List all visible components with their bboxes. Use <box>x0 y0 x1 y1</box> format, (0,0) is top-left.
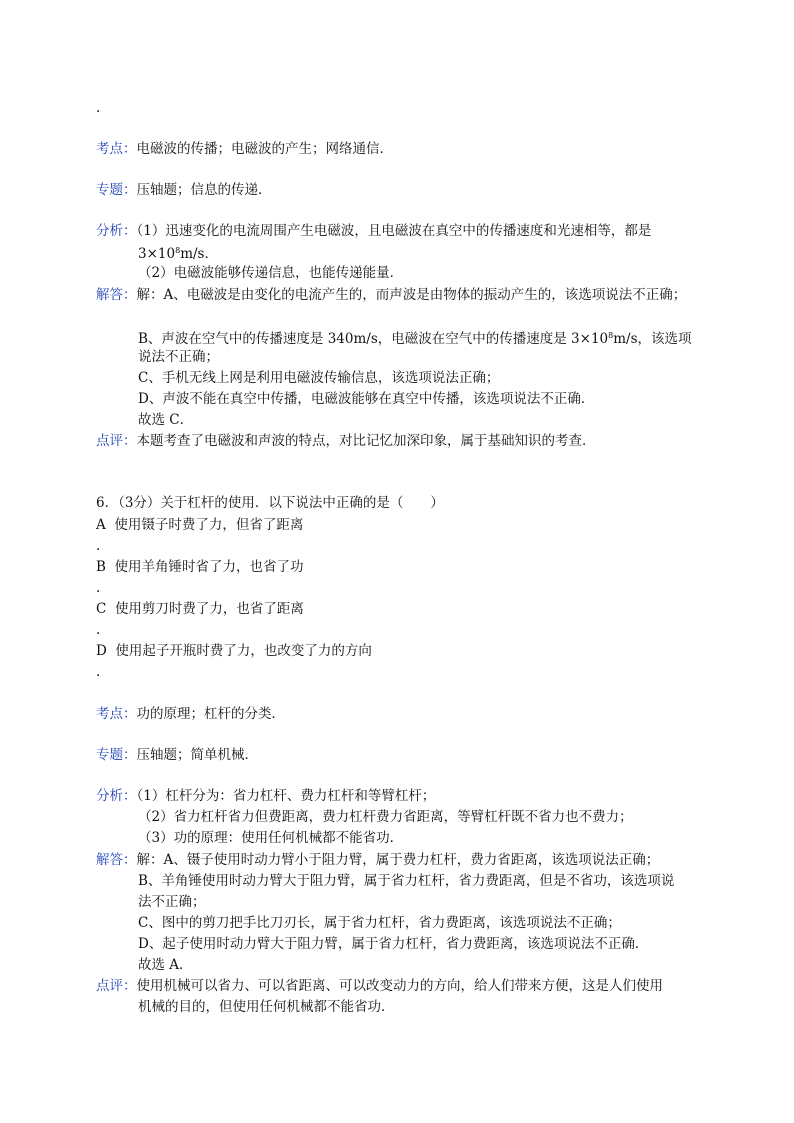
option-a-dot: . <box>96 538 101 554</box>
jieda-line-1: 解：A、电磁波是由变化的电流产生的，而声波是由物体的振动产生的，该选项说法不正确； <box>136 287 687 303</box>
q6-zhuanti-row <box>96 745 258 765</box>
q6-fenxi-line-3: （3）功的原理：使用任何机械都不能省功． <box>138 830 404 846</box>
dianping-row <box>96 431 596 451</box>
jieda-line-3: 说法不正确； <box>138 349 219 365</box>
option-b-text: 使用羊角锤时省了力，也省了功 <box>114 559 304 575</box>
trailing-dot: . <box>96 100 101 116</box>
q6-dianping-line-1: 使用机械可以省力、可以省距离、可以改变动力的方向，给人们带来方便，这是人们使用 <box>136 978 663 994</box>
zhuanti-label: 专题： <box>96 182 137 198</box>
option-d <box>96 641 372 661</box>
q6-kaodian-label: 考点： <box>96 706 137 722</box>
option-d-key: D <box>96 643 107 659</box>
q6-jieda-line-1: 解：A、镊子使用时动力臂小于阻力臂，属于费力杠杆，费力省距离，该选项说法正确； <box>136 852 660 868</box>
option-b <box>96 557 304 577</box>
jieda-label: 解答： <box>96 287 137 303</box>
q6-jieda-label: 解答： <box>96 852 137 868</box>
q6-jieda-line-5: D、起子使用时动力臂大于阻力臂，属于省力杠杆，省力费距离，该选项说法不正确． <box>138 936 649 952</box>
option-d-dot: . <box>96 664 101 680</box>
jieda-line-5: D、声波不能在真空中传播，电磁波能够在真空中传播，该选项说法不正确． <box>138 391 595 407</box>
q6-dianping-label: 点评： <box>96 978 137 994</box>
option-b-dot: . <box>96 580 101 596</box>
jieda-line-4: C、手机无线上网是利用电磁波传输信息，该选项说法正确； <box>138 370 500 386</box>
q6-kaodian-text: 功的原理；杠杆的分类． <box>136 706 285 722</box>
kaodian-row <box>96 139 393 159</box>
jieda-line-2 <box>138 326 692 349</box>
q6-jieda-line-4: C、图中的剪刀把手比刀刃长，属于省力杠杆，省力费距离，该选项说法不正确； <box>138 915 621 931</box>
dianping-text: 本题考查了电磁波和声波的特点，对比记忆加深印象，属于基础知识的考查． <box>136 433 596 449</box>
q6-fenxi-label: 分析： <box>96 788 137 804</box>
fenxi-l2-post: m/s． <box>180 246 218 262</box>
zhuanti-row <box>96 180 272 200</box>
zhuanti-text: 压轴题；信息的传递． <box>136 182 272 198</box>
jieda-l2-post: m/s，该选项 <box>613 331 692 347</box>
fenxi-l2-sup: 8 <box>175 246 181 255</box>
jieda-line-6: 故选 C． <box>138 412 194 428</box>
question-6-stem: 6．（3分）关于杠杆的使用．以下说法中正确的是（ ） <box>96 495 444 511</box>
dianping-label: 点评： <box>96 433 137 449</box>
option-c-text: 使用剪刀时费了力，也省了距离 <box>114 601 304 617</box>
q6-jieda-row <box>96 850 659 870</box>
q6-fenxi-line-1: （1）杠杆分为：省力杠杆、费力杠杆和等臂杠杆； <box>136 788 436 804</box>
option-a-key: A <box>96 517 106 533</box>
q6-fenxi-line-2: （2）省力杠杆省力但费距离，费力杠杆费力省距离，等臂杠杆既不省力也不费力； <box>138 809 633 825</box>
jieda-row <box>96 285 686 305</box>
q6-dianping-line-2: 机械的目的，但使用任何机械都不能省功． <box>138 999 395 1015</box>
fenxi-label: 分析： <box>96 223 137 239</box>
option-c <box>96 599 304 619</box>
q6-jieda-line-3: 法不正确； <box>138 894 206 910</box>
q6-jieda-line-6: 故选 A． <box>138 957 193 973</box>
q6-jieda-line-2: B、羊角锤使用时动力臂大于阻力臂，属于省力杠杆，省力费距离，但是不省功，该选项说 <box>138 873 675 889</box>
jieda-l2-pre: B、声波在空气中的传播速度是 340m/s，电磁波在空气中的传播速度是 3×10 <box>138 331 609 347</box>
kaodian-text: 电磁波的传播；电磁波的产生；网络通信． <box>136 141 393 157</box>
option-c-dot: . <box>96 622 101 638</box>
q6-kaodian-row <box>96 704 285 724</box>
option-b-key: B <box>96 559 106 575</box>
option-c-key: C <box>96 601 107 617</box>
q6-dianping-row <box>96 976 663 996</box>
fenxi-line-1: （1）迅速变化的电流周围产生电磁波，且电磁波在真空中的传播速度和光速相等，都是 <box>136 223 652 239</box>
fenxi-line-2 <box>138 241 218 264</box>
fenxi-row <box>96 221 651 241</box>
q6-fenxi-row <box>96 786 435 806</box>
option-a-text: 使用镊子时费了力，但省了距离 <box>114 517 304 533</box>
jieda-l2-sup: 8 <box>608 331 614 340</box>
q6-zhuanti-text: 压轴题；简单机械． <box>136 747 258 763</box>
kaodian-label: 考点： <box>96 141 137 157</box>
fenxi-line-3: （2）电磁波能够传递信息，也能传递能量． <box>138 265 404 281</box>
option-a <box>96 515 303 535</box>
fenxi-l2-pre: 3×10 <box>138 246 176 262</box>
option-d-text: 使用起子开瓶时费了力，也改变了力的方向 <box>115 643 372 659</box>
q6-zhuanti-label: 专题： <box>96 747 137 763</box>
